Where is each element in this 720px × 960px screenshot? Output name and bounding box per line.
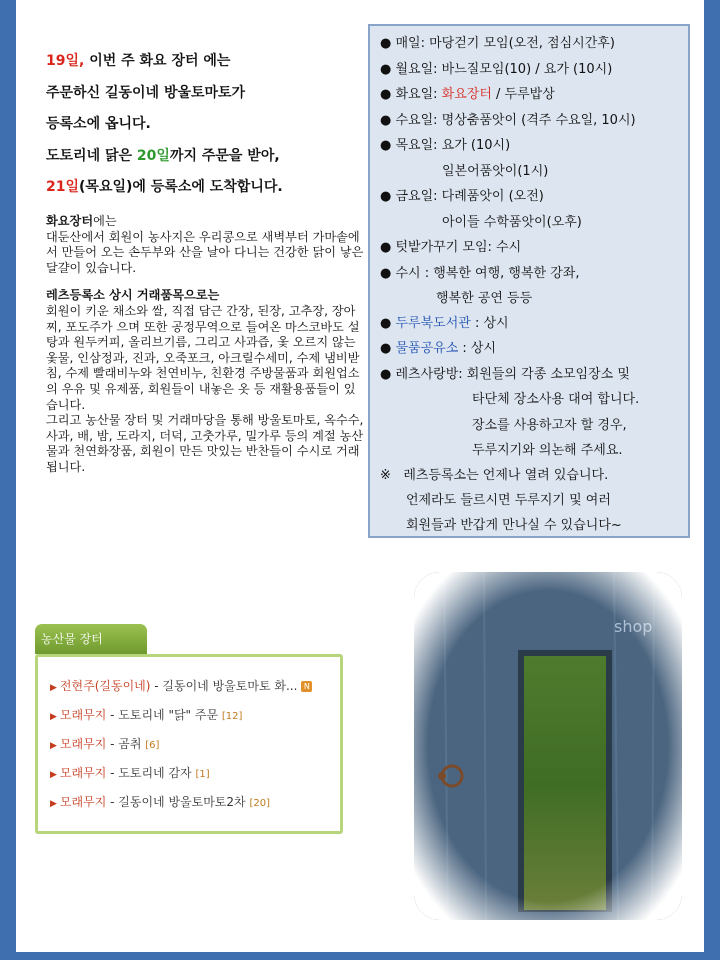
market-item-count: [20]: [249, 798, 270, 809]
schedule-row-daily: [380, 32, 615, 56]
intro-date-19: 19일,: [46, 53, 85, 69]
page: [16, 0, 704, 952]
bullet-icon: ●: [380, 62, 392, 77]
schedule-row-sarangbang-4: 두루지기와 의논해 주세요.: [472, 443, 623, 458]
intro-line-1: [46, 46, 366, 78]
arrow-right-icon: ▶: [50, 799, 57, 809]
schedule-row-anytime: [380, 262, 580, 286]
paragraph-3-text: 그리고 농산물 장터 및 거래마당을 통해 방울토마토, 옥수수, 사과, 배, 밤, 도라지, 더덕, 고춧가루, 밀가루 등의 계절 농산물과 천연화장품, 회원이 만든 맛있는 반찬들이 수시로 거래됩니다.: [46, 413, 364, 474]
bullet-icon: ●: [380, 36, 392, 51]
bullet-icon: ●: [380, 316, 392, 331]
bullet-icon: ●: [380, 240, 392, 255]
shop-door-illustration: [414, 572, 682, 920]
tuesday-market-label: 화요장터: [441, 87, 492, 102]
note-mark-icon: ※: [380, 468, 391, 483]
market-item-title: - 길동이네 방울토마토2차: [106, 795, 246, 809]
market-item-title: - 곰취: [106, 737, 142, 751]
bullet-icon: ●: [380, 341, 392, 356]
intro-line-5: [46, 172, 366, 204]
schedule-note-3: 회원들과 반갑게 만나실 수 있습니다~: [406, 518, 622, 533]
schedule-row-sharing: [380, 337, 496, 361]
bullet-icon: ●: [380, 189, 392, 204]
market-item-count: [6]: [145, 740, 160, 751]
intro-line-2: 주문하신 길동이네 방울토마토가: [46, 84, 246, 101]
market-item-title: - 도토리네 "닭" 주문: [106, 708, 219, 722]
market-item-author: 모래무지: [59, 708, 107, 722]
intro-line-4: [46, 141, 366, 173]
market-item-count: [12]: [221, 711, 243, 722]
intro-line-1-text: 이번 주 화요 장터 에는: [84, 53, 231, 69]
market-item[interactable]: [50, 733, 159, 755]
market-item-author: 전현주(길동이네): [59, 679, 151, 693]
library-label: 두루북도서관: [395, 316, 471, 331]
schedule-row-library: [380, 312, 509, 336]
schedule-text: : 상시: [458, 341, 497, 356]
bullet-icon: ●: [380, 113, 392, 128]
arrow-right-icon: ▶: [50, 741, 57, 751]
schedule-text: 금요일: 다례품앗이 (오전): [395, 189, 544, 204]
arrow-right-icon: ▶: [50, 770, 57, 780]
schedule-text: 월요일: 바느질모임(10) / 요가 (10시): [395, 62, 613, 77]
schedule-note-2: 언제라도 들르시면 두루지기 및 여러: [406, 493, 611, 508]
schedule-row-thursday: [380, 134, 510, 158]
intro-date-21: 21일: [46, 179, 80, 195]
sharing-label: 물품공유소: [395, 341, 459, 356]
schedule-row-wednesday: [380, 109, 636, 133]
bullet-icon: ●: [380, 266, 392, 281]
schedule-text: 매일: 마당걷기 모임(오전, 점심시간후): [395, 36, 615, 51]
body-paragraph-1: [46, 214, 364, 276]
intro-date-20: 20일: [136, 147, 170, 164]
intro-line-4-pre: 도토리네 닭은: [46, 147, 137, 164]
schedule-text: 수요일: 명상춤품앗이 (격주 수요일, 10시): [395, 113, 636, 128]
schedule-row-monday: [380, 58, 612, 82]
schedule-text: 수시 : 행복한 여행, 행복한 강좌,: [395, 266, 580, 281]
intro-line-5-post: (목요일)에 등록소에 도착합니다.: [79, 179, 283, 195]
schedule-text: 목요일: 요가 (10시): [395, 138, 511, 153]
market-item-title: - 도토리네 감자: [106, 766, 192, 780]
schedule-row-friday: [380, 185, 544, 209]
schedule-row-garden: [380, 236, 521, 260]
bullet-icon: ●: [380, 87, 392, 102]
market-item-title: - 길동이네 방울토마토 화...: [150, 679, 298, 693]
schedule-text: / 두루밥상: [491, 87, 555, 102]
market-board: [35, 654, 343, 834]
market-item-count: [1]: [195, 769, 210, 780]
schedule-row-tuesday: [380, 83, 555, 107]
schedule-text: 화요일:: [395, 87, 442, 102]
intro-line-3: 등록소에 옵니다.: [46, 116, 151, 132]
bullet-icon: ●: [380, 138, 392, 153]
arrow-right-icon: ▶: [50, 683, 57, 693]
market-item[interactable]: [50, 791, 270, 813]
schedule-row-sarangbang-2: 타단체 장소사용 대여 합니다.: [472, 392, 640, 407]
market-item-author: 모래무지: [59, 766, 107, 780]
market-item-author: 모래무지: [59, 737, 107, 751]
arrow-right-icon: ▶: [50, 712, 57, 722]
shop-door-photo: [414, 572, 682, 920]
heading-regular-items: 레츠등록소 상시 거래품목으로는: [46, 288, 220, 303]
market-item-author: 모래무지: [59, 795, 107, 809]
schedule-note: [380, 464, 608, 488]
body-paragraph-2: [46, 288, 364, 475]
market-item[interactable]: [50, 675, 312, 697]
schedule-row-sarangbang-3: 장소를 사용하고자 할 경우,: [472, 418, 627, 433]
intro-notice: [46, 46, 366, 204]
schedule-text: 레츠사랑방: 회원들의 각종 소모임장소 및: [395, 367, 630, 382]
schedule-row-anytime-2: 행복한 공연 등등: [436, 291, 533, 306]
heading-tuesday-market: 화요장터: [46, 214, 94, 228]
body-text: [46, 214, 364, 488]
schedule-row-friday-2: 아이들 수학품앗이(오후): [442, 215, 582, 230]
schedule-row-sarangbang: [380, 363, 630, 387]
schedule-text: 레츠등록소는 언제나 열려 있습니다.: [403, 468, 609, 483]
market-item[interactable]: [50, 762, 210, 784]
market-item[interactable]: [50, 704, 242, 726]
schedule-text: : 상시: [470, 316, 509, 331]
bullet-icon: ●: [380, 367, 392, 382]
heading-tuesday-market-suffix: 에는: [93, 214, 117, 228]
schedule-text: 텃밭가꾸기 모임: 수시: [395, 240, 522, 255]
new-badge-icon: N: [301, 681, 312, 692]
market-tab[interactable]: 농산물 장터: [35, 624, 147, 654]
intro-line-4-post: 까지 주문을 받아,: [169, 147, 280, 164]
paragraph-2-text: 회원이 키운 채소와 쌀, 직접 담근 간장, 된장, 고추장, 장아찌, 포도주가 으며 또한 공정무역으로 들여온 마스코바도 설탕과 원두커피, 올리브기름, 그리고 사과즙, 옻 오르지 않는 옻물, 인삼정과, 진과, 오죽포크, 아크릴수세미, 수제 냄비받침, 수제 빨래비누와 천연비누, 친환경 주방물품과 회원업소의 우유 및 유제품, 회원들이 내놓은 옷 등 재활용품들이 있습니다.: [46, 303, 360, 412]
paragraph-1-text: 대둔산에서 회원이 농사지은 우리콩으로 새벽부터 가마솥에서 만들어 오는 손두부와 산을 날아 다니는 건강한 닭이 낳은 달걀이 있습니다.: [46, 229, 364, 275]
schedule-row-thursday-2: 일본어품앗이(1시): [442, 164, 549, 179]
schedule-box: [368, 24, 690, 538]
